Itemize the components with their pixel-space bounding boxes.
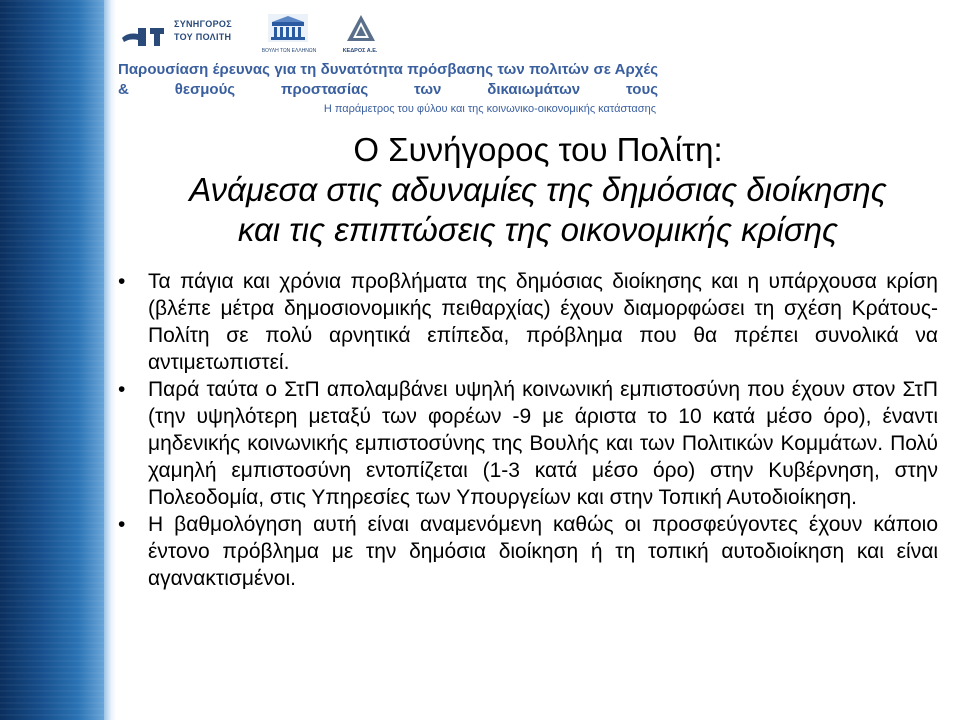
left-band-fade — [104, 0, 116, 720]
slide-title: Ο Συνήγορος του Πολίτη: — [353, 131, 723, 168]
kedros-triangle-icon — [346, 14, 376, 42]
synigoros-line1: ΣΥΝΗΓΟΡΟΣ — [174, 19, 232, 29]
survey-title: Παρουσίαση έρευνας για τη δυνατότητα πρόσβασης των πολιτών σε Αρχές & θεσμούς προστασίας των δικαιωμάτων τους — [118, 61, 658, 98]
left-decorative-band — [0, 0, 104, 720]
synigoros-logo — [120, 16, 240, 56]
vouli-logo-text: ΒΟΥΛΗ ΤΩΝ ΕΛΛΗΝΩΝ — [261, 48, 317, 54]
bullet-dot-icon: • — [118, 378, 126, 401]
synigoros-mark-icon — [120, 24, 168, 50]
bullet-dot-icon: • — [118, 513, 126, 536]
logo-strip — [116, 10, 416, 54]
bullet-text: Η βαθμολόγηση αυτή είναι αναμενόμενη καθώς οι προσφεύγοντες έχουν κάποιο έντονο πρόβλημα με την δημόσια διοίκηση ή τη τοπική αυτοδιοίκηση και είναι αγανακτισμένοι. — [148, 513, 938, 590]
slide-subtitle-line1: Ανάμεσα στις αδυναμίες της δημόσιας διοίκησης — [189, 171, 887, 208]
vouli-logo — [258, 14, 320, 58]
slide-subtitle-line2: και τις επιπτώσεις της οικονομικής κρίσης — [237, 211, 839, 248]
bullet-dot-icon: • — [118, 270, 126, 293]
bullet-list — [116, 268, 938, 592]
kedros-logo-text: ΚΕΔΡΟΣ Α.Ε. — [342, 48, 378, 54]
slide-titles — [116, 130, 960, 250]
bullet-item — [116, 376, 938, 511]
bullet-text: Παρά ταύτα ο ΣτΠ απολαμβάνει υψηλή κοινωνική εμπιστοσύνη που έχουν στον ΣτΠ (την υψηλότερη μεταξύ των φορέων -9 με άριστα το 10 κατά μέσο όρο), έναντι μηδενικής κοινωνικής εμπιστοσύνης της Βουλής και των Πολιτικών Κομμάτων. Πολύ χαμηλή εμπιστοσύνη εντοπίζεται (1-3 κατά μέσο όρο) στην Κυβέρνηση, στην Πολεοδομία, στις Υπηρεσίες των Υπουργείων και στην Τοπική Αυτοδιοίκηση. — [148, 378, 938, 509]
bullet-item — [116, 268, 938, 376]
bullet-text: Τα πάγια και χρόνια προβλήματα της δημόσιας διοίκησης και η υπάρχουσα κρίση (βλέπε μέτρα δημοσιονομικής πειθαρχίας) έχουν διαμορφώσει τη σχέση Κράτους-Πολίτη σε πολύ αρνητικά επίπεδα, πρόβλημα που θα πρέπει συνολικά να αντιμετωπιστεί. — [148, 270, 938, 374]
bullet-item — [116, 511, 938, 592]
vouli-building-icon — [268, 14, 308, 42]
kedros-logo — [338, 14, 382, 58]
survey-subtitle: Η παράμετρος του φύλου και της κοινωνικο-οικονομικής κατάστασης — [323, 103, 656, 115]
slide-header — [116, 0, 656, 120]
synigoros-logo-text — [174, 18, 232, 44]
synigoros-line2: ΤΟΥ ΠΟΛΙΤΗ — [174, 32, 232, 42]
